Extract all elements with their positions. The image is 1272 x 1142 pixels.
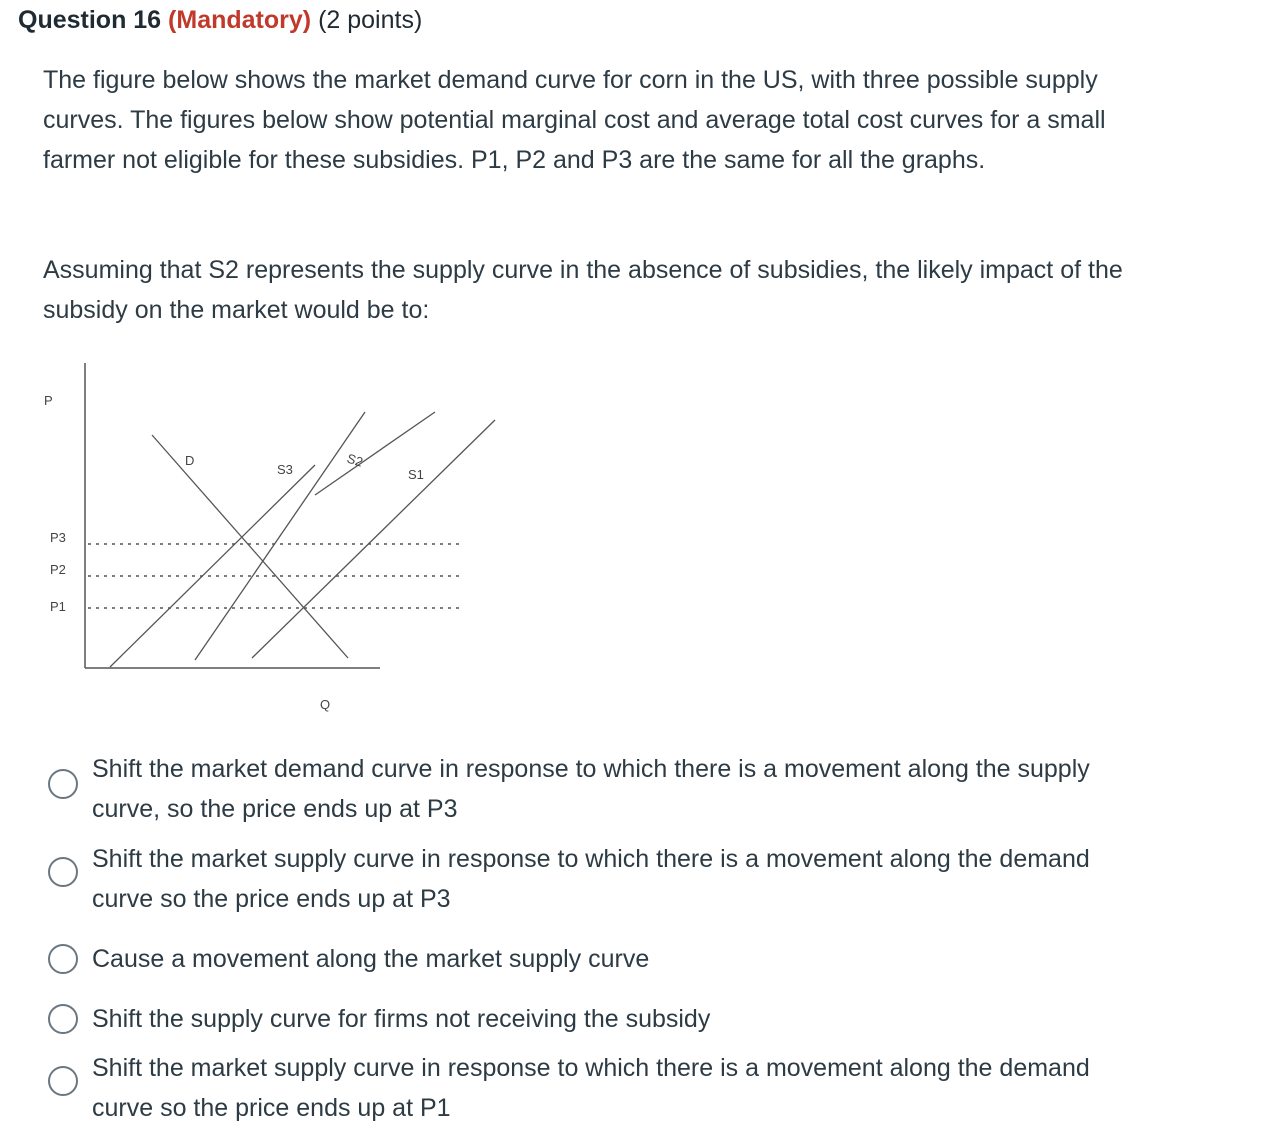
option-label: Cause a movement along the market supply curve: [92, 945, 650, 973]
question-stem-paragraph-2: Assuming that S2 represents the supply curve in the absence of subsidies, the likely impact of the subsidy on the market would be to:: [43, 256, 1123, 324]
answer-option-4[interactable]: [48, 999, 1138, 1039]
answer-option-3[interactable]: [48, 939, 1138, 979]
price-label-p1: P1: [50, 599, 66, 614]
question-header: [18, 6, 422, 35]
question-stem-paragraph-1: The figure below shows the market demand curve for corn in the US, with three possible supply curves. The figures below show potential marginal cost and average total cost curves for a small farmer not eligible for these subsidies. P1, P2 and P3 are the same for all the graphs.: [43, 66, 1106, 174]
radio-button[interactable]: [48, 857, 78, 887]
price-label-p3: P3: [50, 530, 66, 545]
radio-button[interactable]: [48, 1066, 78, 1096]
x-axis-label: Q: [320, 697, 331, 712]
answer-option-1[interactable]: [48, 749, 1138, 829]
supply-demand-figure: [30, 355, 510, 720]
mandatory-label: (Mandatory): [168, 6, 312, 34]
option-label: Shift the market demand curve in response to which there is a movement along the supply curve, so the price ends up at P3: [92, 755, 1090, 823]
radio-button[interactable]: [48, 1004, 78, 1034]
demand-label: D: [185, 453, 195, 468]
supply-curve-s2: [195, 412, 365, 660]
y-axis-label: P: [44, 393, 53, 408]
supply-curve-s1: [252, 420, 495, 658]
radio-button[interactable]: [48, 769, 78, 799]
s1-label: S1: [408, 467, 424, 482]
question-number: Question 16: [18, 6, 162, 34]
points-label: (2 points): [318, 6, 423, 34]
option-label: Shift the market supply curve in response to which there is a movement along the demand curve so the price ends up at P3: [92, 845, 1090, 913]
option-label: Shift the supply curve for firms not receiving the subsidy: [92, 1005, 711, 1033]
radio-button[interactable]: [48, 944, 78, 974]
price-label-p2: P2: [50, 562, 66, 577]
answer-option-5[interactable]: [48, 1048, 1138, 1128]
demand-curve: [152, 435, 348, 658]
answer-option-2[interactable]: [48, 839, 1138, 919]
s3-label: S3: [277, 462, 293, 477]
supply-curve-s3: [110, 465, 315, 667]
option-label: Shift the market supply curve in response to which there is a movement along the demand curve so the price ends up at P1: [92, 1054, 1090, 1122]
supply-curve-s1-upper: [315, 412, 435, 495]
s2-label: S2: [345, 450, 365, 470]
